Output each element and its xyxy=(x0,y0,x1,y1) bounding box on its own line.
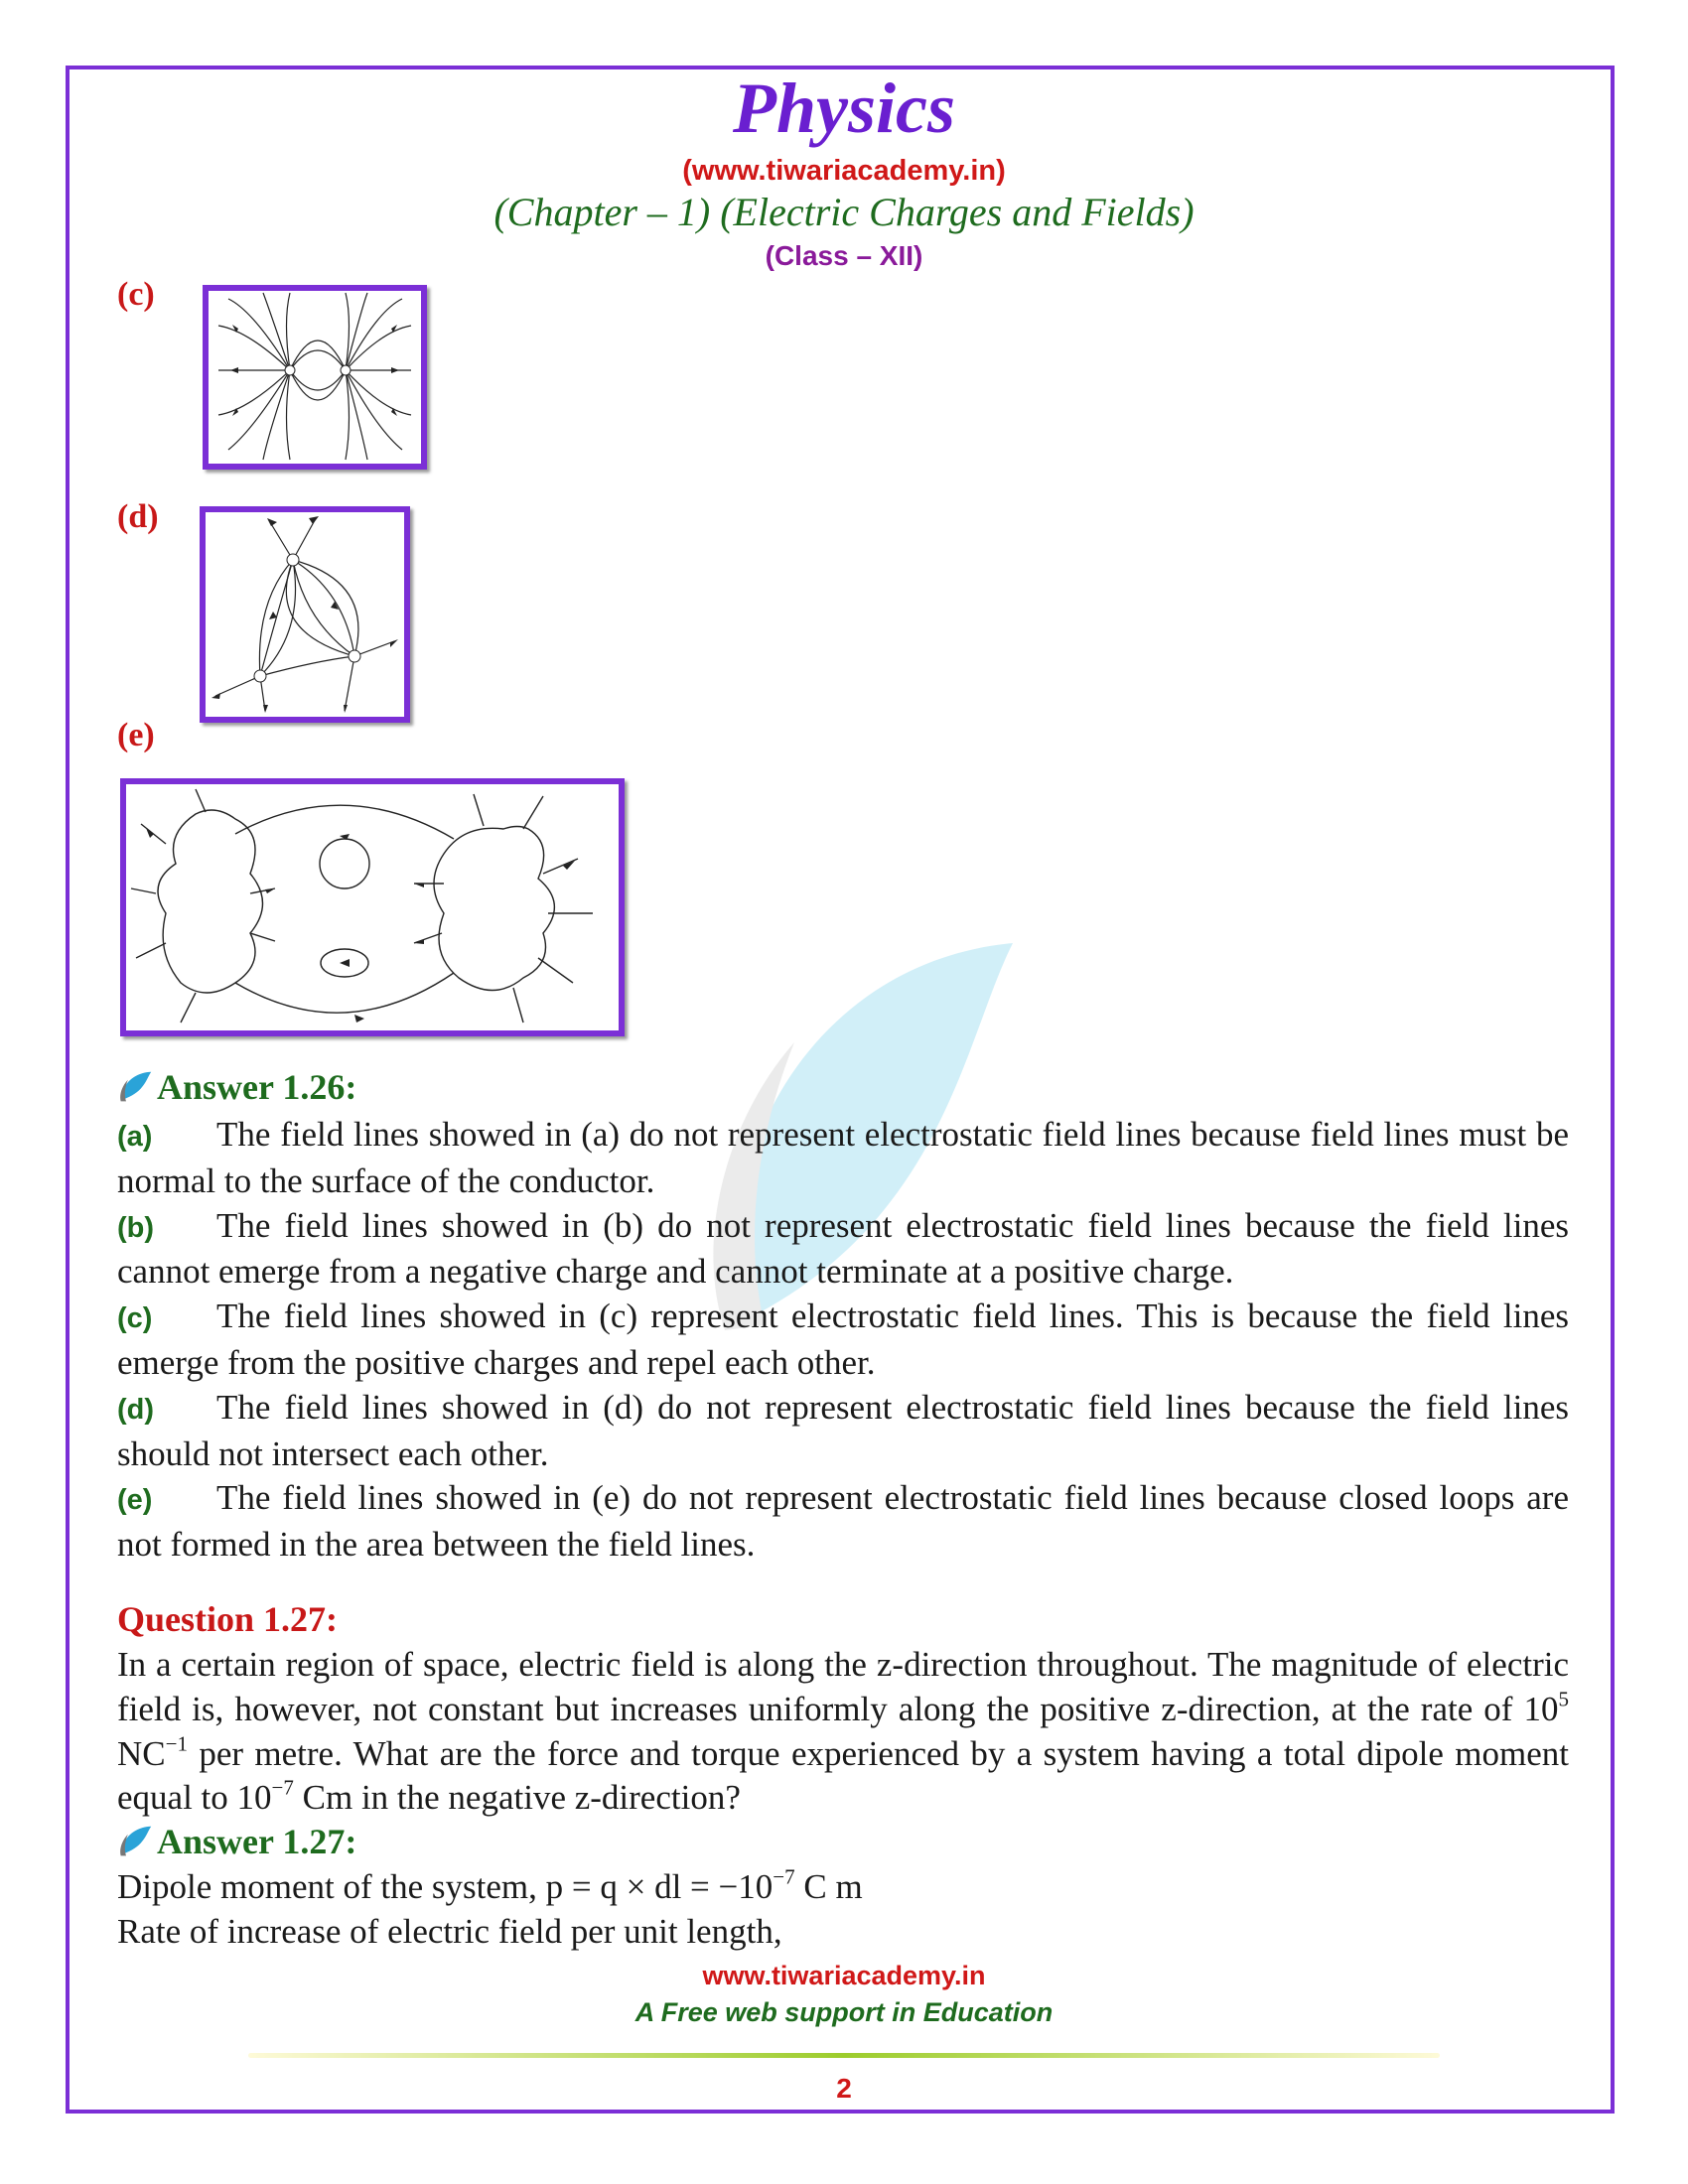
answer-127-text-part: Dipole moment of the system, p = q × dl = −10 xyxy=(117,1867,774,1906)
question-127-exponent: −1 xyxy=(165,1730,188,1755)
answer-127-line-1 xyxy=(117,1865,1569,1910)
figure-c-label: (c) xyxy=(117,276,155,313)
answer-126-item-text: The field lines showed in (b) do not represent electrostatic field lines because the field lines cannot emerge from a negative charge and cannot terminate at a positive charge. xyxy=(117,1205,1569,1292)
answer-127-body xyxy=(117,1865,1569,1955)
answer-126-item-text: The field lines showed in (d) do not represent electrostatic field lines because the field lines should not intersect each other. xyxy=(117,1387,1569,1473)
footer-divider xyxy=(248,2053,1440,2058)
figure-e-label: (e) xyxy=(117,717,155,753)
tiwari-logo-icon xyxy=(117,1069,153,1105)
question-127-text-part: In a certain region of space, electric field is along the z-direction throughout. The magnitude of electric field is, however, not constant but increases uniformly along the positive z-direction, at the rate of 10 xyxy=(117,1645,1569,1728)
answer-126-heading-text: Answer 1.26: xyxy=(157,1067,357,1107)
question-127-text-part: per metre. What are the force and torque experienced by a system having a total dipole moment equal to 10 xyxy=(117,1733,1569,1818)
question-127-exponent: −7 xyxy=(271,1775,294,1800)
figure-d-label: (d) xyxy=(117,498,159,535)
answer-126-item-tag: (d) xyxy=(117,1393,155,1426)
answer-126-item-c xyxy=(117,1295,1569,1386)
answer-126-item-d xyxy=(117,1386,1569,1477)
answer-126-item-text: The field lines showed in (c) represent electrostatic field lines. This is because the field lines emerge from the positive charges and repel each other. xyxy=(117,1297,1569,1382)
question-127-text xyxy=(117,1643,1569,1821)
answer-126-body xyxy=(117,1113,1569,1568)
question-127-text-part: Cm in the negative z-direction? xyxy=(293,1778,741,1818)
answer-126-item-text: The field lines showed in (e) do not represent electrostatic field lines because closed loops are not formed in the area between the field lines. xyxy=(117,1478,1569,1565)
page-number: 2 xyxy=(836,2073,852,2104)
answer-126-heading xyxy=(117,1066,356,1108)
page-title: Physics xyxy=(733,68,955,148)
question-127-exponent: 5 xyxy=(1558,1687,1569,1711)
figure-e-diagram xyxy=(120,778,625,1036)
figure-d-diagram xyxy=(200,506,410,723)
answer-127-text-part: C m xyxy=(794,1867,863,1906)
figure-e-field-lines xyxy=(126,784,619,1030)
answer-126-item-a xyxy=(117,1113,1569,1204)
question-127-body xyxy=(117,1643,1569,1821)
answer-127-heading-text: Answer 1.27: xyxy=(157,1822,357,1861)
chapter-title: (Chapter – 1) (Electric Charges and Fields) xyxy=(493,190,1195,234)
footer-tagline: A Free web support in Education xyxy=(634,1997,1054,2027)
header-website[interactable]: (www.tiwariacademy.in) xyxy=(682,155,1006,187)
question-127-text-part: NC xyxy=(117,1733,166,1773)
answer-127-heading xyxy=(117,1821,356,1862)
answer-126-item-e xyxy=(117,1476,1569,1568)
figure-c-diagram xyxy=(203,285,427,470)
figure-c-field-lines xyxy=(209,291,421,464)
answer-126-item-tag: (a) xyxy=(117,1121,153,1153)
answer-126-item-tag: (e) xyxy=(117,1484,153,1517)
answer-126-item-text: The field lines showed in (a) do not represent electrostatic field lines because field lines must be normal to the surface of the conductor. xyxy=(117,1115,1569,1200)
answer-127-exponent: −7 xyxy=(773,1864,795,1889)
answer-126-item-tag: (b) xyxy=(117,1211,155,1244)
question-127-heading: Question 1.27: xyxy=(117,1599,339,1639)
footer-website[interactable]: www.tiwariacademy.in xyxy=(702,1961,986,1990)
figure-d-field-lines xyxy=(206,512,404,717)
class-label: (Class – XII) xyxy=(765,240,923,271)
answer-127-line-2: Rate of increase of electric field per unit length, xyxy=(117,1911,782,1951)
answer-126-item-b xyxy=(117,1204,1569,1296)
tiwari-logo-icon xyxy=(117,1824,153,1859)
answer-126-item-tag: (c) xyxy=(117,1302,153,1335)
